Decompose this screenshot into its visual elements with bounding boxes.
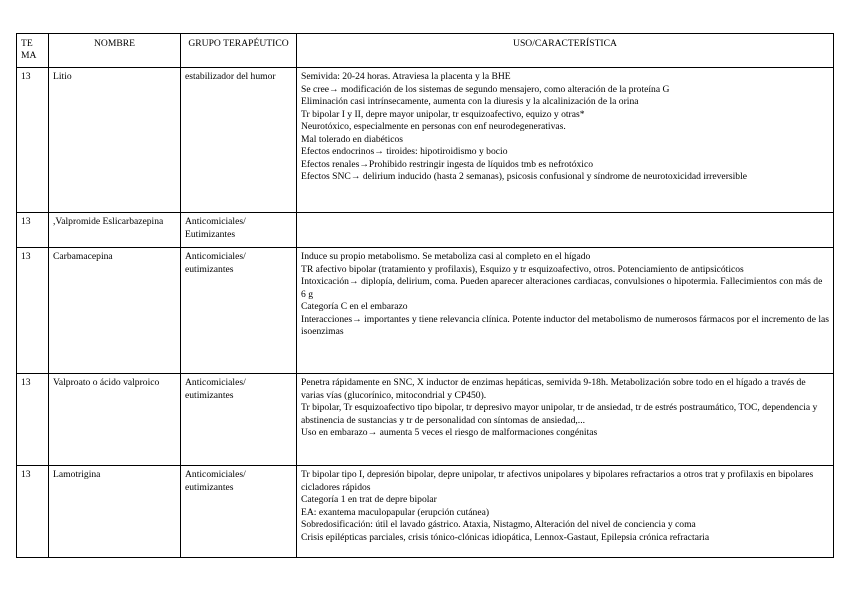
table-row xyxy=(17,68,834,213)
cell-uso xyxy=(297,213,834,248)
cell-grupo: Anticomiciales/ eutimizantes xyxy=(181,374,297,466)
uso-line: TR afectivo bipolar (tratamiento y profilaxis), Esquizo y tr esquizoafectivo, otros. Potenciamiento de antipsicóticos xyxy=(301,263,744,275)
cell-grupo: Anticomiciales/ eutimizantes xyxy=(181,466,297,558)
uso-line: Intoxicación→ diplopía, delirium, coma. Pueden aparecer alteraciones cardiacas, convulsiones o hipotermia. Fallecimientos con más de 6 g xyxy=(301,276,823,300)
uso-line: Interacciones→ importantes y tiene relevancia clínica. Potente inductor del metabolismo de numerosos fármacos por el incremento de las isoenzimas xyxy=(301,313,830,337)
cell-uso xyxy=(297,466,834,558)
header-grupo: GRUPO TERAPÉUTICO xyxy=(181,34,297,68)
uso-line: EA: exantema maculopapular (erupción cutánea) xyxy=(301,506,490,518)
cell-tema: 13 xyxy=(17,248,49,374)
cell-nombre: Litio xyxy=(49,68,181,213)
uso-line: Uso en embarazo→ aumenta 5 veces el riesgo de malformaciones congénitas xyxy=(301,427,598,438)
uso-line: Eliminación casi intrínsecamente, aumenta con la diuresis y la alcalinización de la orina xyxy=(301,96,639,107)
table-row xyxy=(17,466,834,558)
uso-line: Efectos renales→Prohibido restringir ingesta de líquidos tmb es nefrotóxico xyxy=(301,158,594,170)
cell-tema: 13 xyxy=(17,466,49,558)
cell-grupo: Anticomiciales/ Eutimizantes xyxy=(181,213,297,248)
cell-uso xyxy=(297,248,834,374)
uso-line: Mal tolerado en diabéticos xyxy=(301,133,404,145)
drug-table xyxy=(16,33,834,558)
uso-line: Crisis epilépticas parciales, crisis tónico-clónicas idiopática, Lennox-Gastaut, Epilepsia crónica refractaria xyxy=(301,531,710,543)
cell-tema: 13 xyxy=(17,374,49,466)
uso-line: Efectos SNC→ delirium inducido (hasta 2 semanas), psicosis confusional y síndrome de neurotoxicidad irreversible xyxy=(301,171,748,182)
cell-uso xyxy=(297,68,834,213)
uso-line: Sobredosificación: útil el lavado gástrico. Ataxia, Nistagmo, Alteración del nivel de conciencia y coma xyxy=(301,519,696,530)
header-nombre: NOMBRE xyxy=(49,34,181,68)
uso-line: Penetra rápidamente en SNC, X inductor de enzimas hepáticas, semivida 9-18h. Metabolización sobre todo en el hígado a través de varias vías (glucorínico, mitocondrial y CP450). xyxy=(301,377,806,401)
cell-grupo: Anticomiciales/ eutimizantes xyxy=(181,248,297,374)
cell-uso xyxy=(297,374,834,466)
uso-line: Tr bipolar, Tr esquizoafectivo tipo bipolar, tr depresivo mayor unipolar, tr de ansiedad, tr de estrés postraumático, TOC, dependencia y abstinencia de sustancias y tr de personalidad con síntomas de ansiedad,... xyxy=(301,402,818,426)
cell-tema: 13 xyxy=(17,68,49,213)
uso-line: Tr bipolar tipo I, depresión bipolar, depre unipolar, tr afectivos unipolares y bipolares refractarios a otros trat y profilaxis en bipolares cicladores rápidos xyxy=(301,469,814,493)
table-header-row xyxy=(17,34,834,68)
header-uso: USO/CARACTERÍSTICA xyxy=(297,34,834,68)
uso-line: Categoría C en el embarazo xyxy=(301,301,408,312)
table-row xyxy=(17,213,834,248)
uso-line: Categoría 1 en trat de depre bipolar xyxy=(301,494,437,505)
cell-nombre: Valproato o ácido valproico xyxy=(49,374,181,466)
uso-line: Induce su propio metabolismo. Se metaboliza casi al completo en el hígado xyxy=(301,251,591,262)
uso-line: Neurotóxico, especialmente en personas con enf neurodegenerativas. xyxy=(301,121,566,132)
uso-line: Semivida: 20-24 horas. Atraviesa la placenta y la BHE xyxy=(301,71,511,82)
cell-nombre: Lamotrigina xyxy=(49,466,181,558)
table-row xyxy=(17,374,834,466)
header-tema: TE MA xyxy=(17,34,49,68)
cell-grupo: estabilizador del humor xyxy=(181,68,297,213)
cell-nombre: Carbamacepina xyxy=(49,248,181,374)
uso-line: Tr bipolar I y II, depre mayor unipolar, tr esquizoafectivo, equizo y otras* xyxy=(301,108,585,120)
table-row xyxy=(17,248,834,374)
cell-tema: 13 xyxy=(17,213,49,248)
uso-line: Efectos endocrinos→ tiroides: hipotiroidismo y bocio xyxy=(301,146,508,157)
cell-nombre: ,Valpromide Eslicarbazepina xyxy=(49,213,181,248)
uso-line: Se cree→ modificación de los sistemas de segundo mensajero, como alteración de la proteína G xyxy=(301,83,670,95)
